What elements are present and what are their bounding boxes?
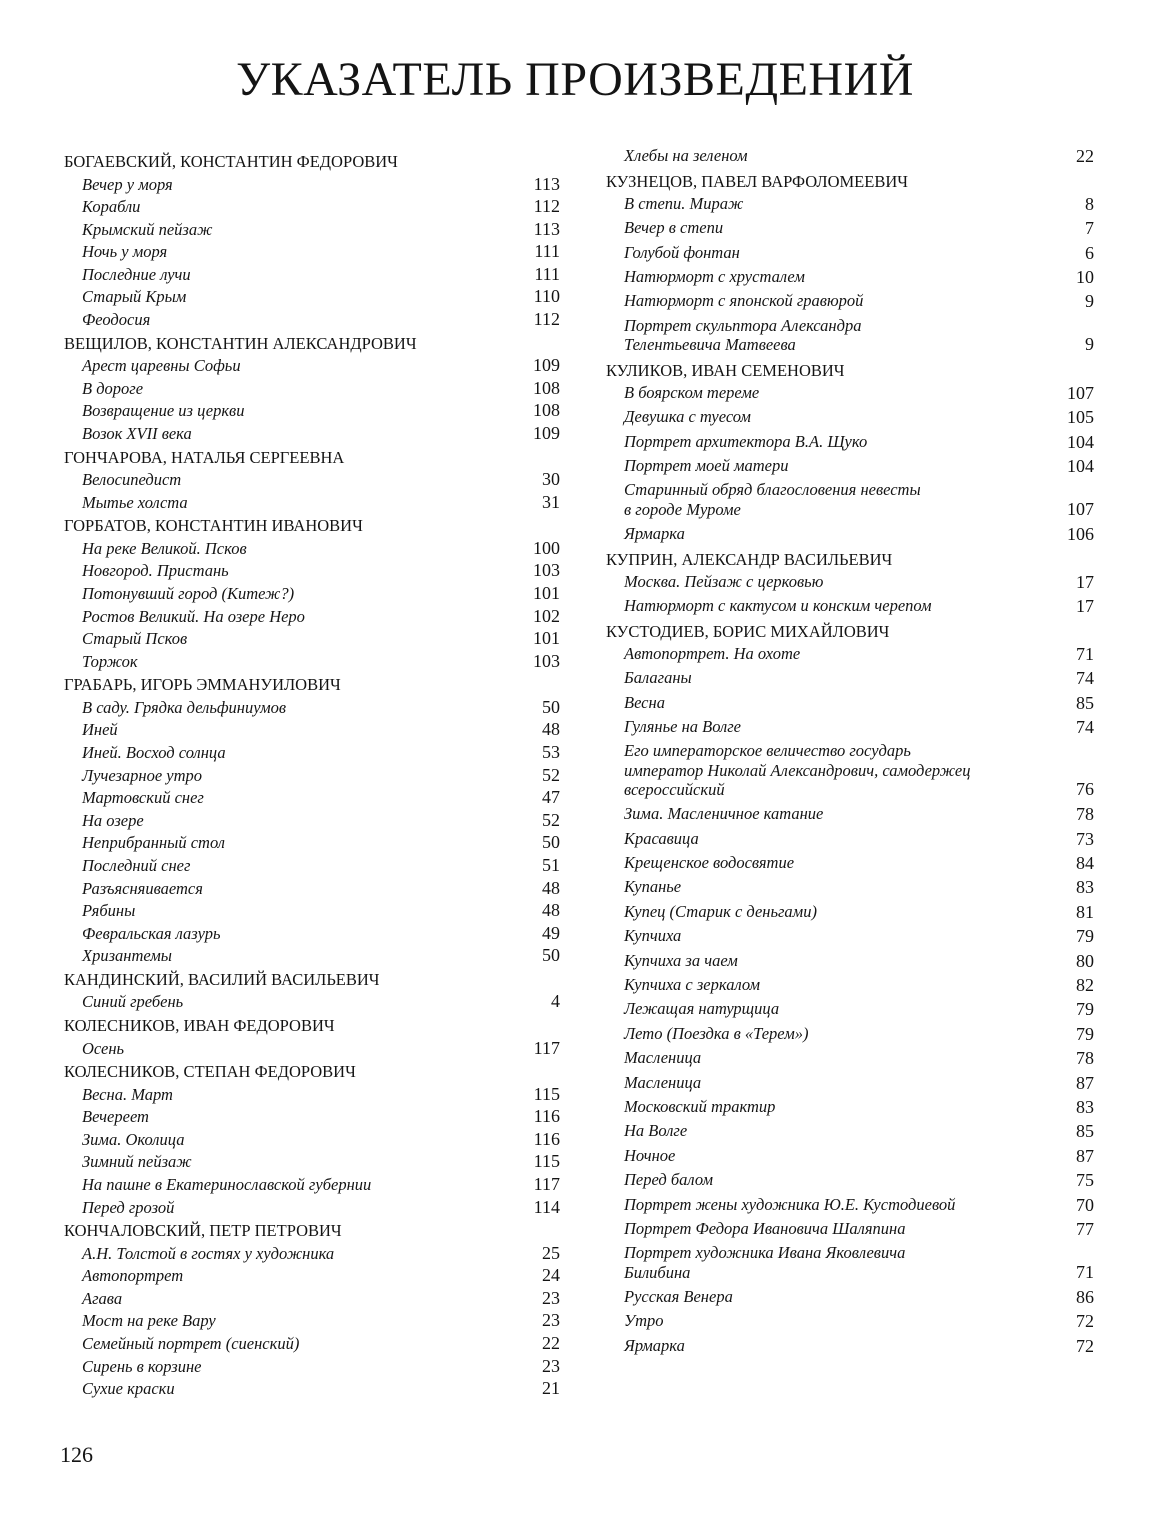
work-entry bbox=[64, 174, 560, 195]
work-entry bbox=[64, 900, 560, 921]
work-page-number: 109 bbox=[533, 355, 560, 376]
work-entry bbox=[606, 1287, 1094, 1307]
work-entry bbox=[606, 1048, 1094, 1068]
work-page-number: 73 bbox=[1076, 828, 1094, 849]
work-page-number: 74 bbox=[1076, 668, 1094, 689]
work-page-number: 108 bbox=[533, 400, 560, 421]
work-entry bbox=[606, 218, 1094, 238]
work-page-number: 77 bbox=[1076, 1218, 1094, 1239]
work-title: В боярском тереме bbox=[624, 382, 760, 402]
work-title: Голубой фонтан bbox=[624, 242, 740, 262]
work-title: Иней bbox=[82, 720, 118, 740]
work-title: Зима. Околица bbox=[82, 1129, 185, 1149]
work-page-number: 111 bbox=[534, 241, 560, 262]
work-entry bbox=[64, 697, 560, 718]
work-title: Лежащая натурщица bbox=[624, 999, 780, 1019]
work-title: Рябины bbox=[82, 901, 136, 921]
work-page-number: 8 bbox=[1085, 193, 1094, 214]
work-title: Купанье bbox=[624, 877, 682, 897]
work-page-number: 103 bbox=[533, 560, 560, 581]
work-title: Ярмарка bbox=[624, 1335, 685, 1355]
work-entry bbox=[64, 469, 560, 490]
work-title: Натюрморт с японской гравюрой bbox=[624, 291, 864, 311]
work-entry bbox=[64, 651, 560, 672]
work-page-number: 70 bbox=[1076, 1194, 1094, 1215]
work-entry bbox=[606, 1121, 1094, 1141]
work-page-number: 87 bbox=[1076, 1072, 1094, 1093]
work-title: Утро bbox=[624, 1311, 664, 1331]
work-title: Новгород. Пристань bbox=[82, 561, 229, 581]
work-entry bbox=[64, 628, 560, 649]
page-title: УКАЗАТЕЛЬ ПРОИЗВЕДЕНИЙ bbox=[236, 53, 914, 106]
work-entry bbox=[606, 1311, 1094, 1331]
artist-name: ГОНЧАРОВА, НАТАЛЬЯ СЕРГЕЕВНА bbox=[64, 447, 345, 467]
work-page-number: 109 bbox=[533, 422, 560, 443]
artist-name: КУЗНЕЦОВ, ПАВЕЛ ВАРФОЛОМЕЕВИЧ bbox=[606, 172, 908, 192]
work-entry bbox=[606, 572, 1094, 592]
work-page-number: 50 bbox=[542, 832, 560, 853]
work-page-number: 87 bbox=[1076, 1145, 1094, 1166]
work-title: Торжок bbox=[82, 651, 138, 671]
work-entry bbox=[606, 1219, 1094, 1239]
work-entry bbox=[64, 1129, 560, 1150]
work-title: В степи. Мираж bbox=[624, 193, 744, 213]
work-page-number: 117 bbox=[533, 1037, 560, 1058]
work-title: Балаганы bbox=[624, 668, 692, 688]
work-entry bbox=[606, 480, 1094, 519]
work-entry bbox=[606, 316, 1094, 355]
work-entry bbox=[64, 1356, 560, 1377]
page-number: 126 bbox=[60, 1442, 93, 1467]
work-page-number: 103 bbox=[533, 650, 560, 671]
work-title: Красавица bbox=[624, 828, 699, 848]
work-entry bbox=[606, 999, 1094, 1019]
index-column-left bbox=[64, 150, 560, 1401]
work-title: На пашне в Екатеринославской губернии bbox=[82, 1174, 372, 1194]
work-entry bbox=[606, 1073, 1094, 1093]
work-entry bbox=[64, 400, 560, 421]
work-title: Последний снег bbox=[82, 855, 191, 875]
work-entry bbox=[64, 241, 560, 262]
work-title: Купчиха bbox=[624, 926, 682, 946]
work-entry bbox=[64, 264, 560, 285]
work-page-number: 78 bbox=[1076, 1048, 1094, 1069]
work-title: Корабли bbox=[82, 197, 141, 217]
work-entry bbox=[606, 877, 1094, 897]
work-page-number: 50 bbox=[542, 696, 560, 717]
work-title: Неприбранный стол bbox=[82, 833, 225, 853]
work-title: Ночное bbox=[624, 1145, 676, 1165]
work-entry bbox=[64, 1288, 560, 1309]
work-page-number: 52 bbox=[542, 764, 560, 785]
work-entry bbox=[606, 1243, 1094, 1282]
work-page-number: 50 bbox=[542, 945, 560, 966]
work-entry bbox=[606, 243, 1094, 263]
work-page-number: 4 bbox=[551, 991, 560, 1012]
work-page-number: 106 bbox=[1067, 523, 1094, 544]
work-entry bbox=[606, 146, 1094, 166]
work-page-number: 9 bbox=[1085, 291, 1094, 312]
work-entry bbox=[606, 267, 1094, 287]
work-title: Портрет скульптора Александра Телентьевича Матвеева bbox=[624, 315, 862, 355]
work-title: Мартовский снег bbox=[82, 788, 204, 808]
work-entry bbox=[64, 1084, 560, 1105]
work-page-number: 80 bbox=[1076, 950, 1094, 971]
artist-name: БОГАЕВСКИЙ, КОНСТАНТИН ФЕДОРОВИЧ bbox=[64, 152, 398, 171]
work-title: Портрет жены художника Ю.Е. Кустодиевой bbox=[624, 1194, 956, 1214]
work-page-number: 100 bbox=[533, 537, 560, 558]
work-title: Разъясняивается bbox=[82, 878, 203, 898]
work-title: Лето (Поездка в «Терем») bbox=[624, 1023, 809, 1043]
work-title: Потонувший город (Китеж?) bbox=[82, 583, 295, 603]
work-page-number: 22 bbox=[1076, 146, 1094, 166]
work-title: Купчиха за чаем bbox=[624, 950, 738, 970]
work-entry bbox=[606, 853, 1094, 873]
work-page-number: 72 bbox=[1076, 1311, 1094, 1332]
work-title: Портрет моей матери bbox=[624, 455, 789, 475]
work-title: Гулянье на Волге bbox=[624, 717, 741, 737]
work-page-number: 79 bbox=[1076, 999, 1094, 1020]
work-entry bbox=[606, 291, 1094, 311]
work-title: Хризантемы bbox=[82, 946, 172, 966]
work-title: Перед грозой bbox=[82, 1197, 175, 1217]
work-page-number: 6 bbox=[1085, 242, 1094, 263]
work-entry bbox=[64, 492, 560, 513]
artist-name: КОЛЕСНИКОВ, ИВАН ФЕДОРОВИЧ bbox=[64, 1016, 335, 1035]
work-entry bbox=[64, 583, 560, 604]
work-entry bbox=[64, 787, 560, 808]
work-title: Автопортрет. На охоте bbox=[624, 643, 801, 663]
work-title: Портрет архитектора В.А. Щуко bbox=[624, 431, 868, 451]
work-page-number: 48 bbox=[542, 719, 560, 740]
work-title: На Волге bbox=[624, 1121, 688, 1141]
artist-name: КОНЧАЛОВСКИЙ, ПЕТР ПЕТРОВИЧ bbox=[64, 1221, 342, 1241]
work-title: Весна. Март bbox=[82, 1084, 173, 1104]
work-entry bbox=[606, 951, 1094, 971]
work-entry bbox=[64, 719, 560, 740]
work-entry bbox=[64, 810, 560, 831]
work-title: Русская Венера bbox=[624, 1286, 733, 1306]
work-title: Семейный портрет (сиенский) bbox=[82, 1334, 300, 1354]
work-page-number: 21 bbox=[542, 1378, 560, 1399]
work-entry bbox=[64, 606, 560, 627]
work-page-number: 51 bbox=[542, 854, 560, 875]
work-title: Перед балом bbox=[624, 1170, 713, 1190]
work-page-number: 115 bbox=[533, 1151, 560, 1172]
work-page-number: 23 bbox=[542, 1355, 560, 1376]
work-page-number: 25 bbox=[542, 1242, 560, 1263]
work-page-number: 79 bbox=[1076, 1023, 1094, 1044]
work-title: Старый Псков bbox=[82, 629, 188, 649]
work-entry bbox=[606, 407, 1094, 427]
work-entry bbox=[606, 456, 1094, 476]
work-page-number: 52 bbox=[542, 809, 560, 830]
artist-name: КУПРИН, АЛЕКСАНДР ВАСИЛЬЕВИЧ bbox=[606, 550, 893, 570]
work-page-number: 7 bbox=[1085, 218, 1094, 239]
work-page-number: 83 bbox=[1076, 1097, 1094, 1117]
work-title: Ярмарка bbox=[624, 523, 685, 543]
work-title: Ростов Великий. На озере Неро bbox=[82, 606, 305, 626]
work-page-number: 76 bbox=[1076, 779, 1094, 800]
work-title: Последние лучи bbox=[82, 264, 191, 284]
work-entry bbox=[606, 524, 1094, 544]
work-entry bbox=[64, 286, 560, 307]
work-entry bbox=[64, 196, 560, 217]
work-page-number: 101 bbox=[533, 628, 560, 649]
work-page-number: 101 bbox=[533, 582, 560, 603]
work-page-number: 86 bbox=[1076, 1286, 1094, 1307]
work-page-number: 114 bbox=[533, 1196, 560, 1217]
work-page-number: 75 bbox=[1076, 1170, 1094, 1191]
work-page-number: 24 bbox=[542, 1265, 560, 1286]
work-title: В саду. Грядка дельфиниумов bbox=[82, 697, 287, 717]
work-page-number: 30 bbox=[542, 469, 560, 490]
work-page-number: 116 bbox=[533, 1128, 560, 1149]
work-entry bbox=[64, 855, 560, 876]
work-entry bbox=[606, 1195, 1094, 1215]
work-entry bbox=[606, 1146, 1094, 1166]
work-page-number: 112 bbox=[533, 309, 560, 330]
artist-name: ВЕЩИЛОВ, КОНСТАНТИН АЛЕКСАНДРОВИЧ bbox=[64, 333, 417, 353]
work-page-number: 31 bbox=[542, 491, 560, 512]
work-entry bbox=[606, 741, 1094, 800]
work-page-number: 107 bbox=[1067, 498, 1094, 519]
work-entry bbox=[606, 1024, 1094, 1044]
work-entry bbox=[606, 975, 1094, 995]
work-page-number: 47 bbox=[542, 787, 560, 808]
work-entry bbox=[64, 1174, 560, 1195]
work-title: Велосипедист bbox=[82, 470, 182, 490]
work-page-number: 113 bbox=[533, 173, 560, 194]
work-title: Натюрморт с хрусталем bbox=[624, 267, 805, 287]
work-title: Вечер в степи bbox=[624, 218, 724, 238]
work-title: Его императорское величество государь император Николай Александрович, самодержец всероссийский bbox=[624, 741, 971, 800]
work-page-number: 23 bbox=[542, 1310, 560, 1331]
work-entry bbox=[606, 1336, 1094, 1356]
work-page-number: 48 bbox=[542, 900, 560, 921]
work-entry bbox=[606, 1097, 1094, 1117]
work-page-number: 9 bbox=[1085, 334, 1094, 355]
work-entry bbox=[64, 355, 560, 376]
work-title: Натюрморт с кактусом и конским черепом bbox=[624, 595, 932, 615]
work-title: Купчиха с зеркалом bbox=[624, 975, 760, 995]
work-entry bbox=[606, 432, 1094, 452]
work-entry bbox=[64, 1038, 560, 1059]
work-title: Возок XVII века bbox=[82, 423, 192, 443]
work-page-number: 117 bbox=[533, 1173, 560, 1194]
work-title: Москва. Пейзаж с церковью bbox=[624, 571, 824, 591]
work-entry bbox=[64, 1310, 560, 1331]
work-entry bbox=[606, 693, 1094, 713]
work-entry bbox=[606, 596, 1094, 616]
work-page-number: 108 bbox=[533, 377, 560, 398]
work-entry bbox=[606, 902, 1094, 922]
work-title: Портрет художника Ивана Яковлевича Билибина bbox=[624, 1243, 906, 1282]
artist-name: КОЛЕСНИКОВ, СТЕПАН ФЕДОРОВИЧ bbox=[64, 1062, 356, 1082]
work-title: Мост на реке Вару bbox=[82, 1311, 216, 1331]
work-entry bbox=[606, 383, 1094, 403]
work-title: Возвращение из церкви bbox=[82, 401, 245, 421]
artist-name: КУЛИКОВ, ИВАН СЕМЕНОВИЧ bbox=[606, 361, 845, 381]
work-entry bbox=[64, 1197, 560, 1218]
work-title: Хлебы на зеленом bbox=[624, 146, 748, 165]
work-title: Зима. Масленичное катание bbox=[624, 804, 824, 824]
work-page-number: 85 bbox=[1076, 1121, 1094, 1142]
work-page-number: 84 bbox=[1076, 853, 1094, 874]
work-page-number: 53 bbox=[542, 741, 560, 762]
work-title: Февральская лазурь bbox=[82, 923, 221, 943]
work-entry bbox=[606, 194, 1094, 214]
work-entry bbox=[64, 1106, 560, 1127]
work-entry bbox=[64, 765, 560, 786]
work-title: Масленица bbox=[624, 1072, 702, 1092]
work-title: Автопортрет bbox=[82, 1266, 184, 1286]
work-title: Московский трактир bbox=[624, 1097, 776, 1116]
work-title: А.Н. Толстой в гостях у художника bbox=[82, 1243, 335, 1263]
work-title: Синий гребень bbox=[82, 992, 184, 1012]
work-title: Портрет Федора Ивановича Шаляпина bbox=[624, 1218, 906, 1238]
work-entry bbox=[64, 1378, 560, 1399]
work-page-number: 110 bbox=[533, 286, 560, 307]
work-page-number: 17 bbox=[1076, 595, 1094, 616]
work-entry bbox=[606, 1170, 1094, 1190]
work-title: Лучезарное утро bbox=[82, 765, 203, 785]
work-title: Сирень в корзине bbox=[82, 1356, 202, 1376]
work-entry bbox=[64, 538, 560, 559]
work-page-number: 10 bbox=[1076, 267, 1094, 288]
work-title: Купец (Старик с деньгами) bbox=[624, 901, 817, 921]
work-title: Девушка с туесом bbox=[624, 407, 751, 427]
work-entry bbox=[606, 717, 1094, 737]
work-entry bbox=[606, 644, 1094, 664]
work-page-number: 72 bbox=[1076, 1335, 1094, 1356]
work-page-number: 74 bbox=[1076, 717, 1094, 738]
work-title: На реке Великой. Псков bbox=[82, 538, 247, 558]
work-page-number: 107 bbox=[1067, 382, 1094, 403]
work-page-number: 104 bbox=[1067, 431, 1094, 452]
work-page-number: 78 bbox=[1076, 804, 1094, 825]
work-page-number: 79 bbox=[1076, 926, 1094, 947]
work-title: Зимний пейзаж bbox=[82, 1152, 192, 1172]
work-entry bbox=[64, 1333, 560, 1354]
work-title: Масленица bbox=[624, 1048, 702, 1068]
work-entry bbox=[64, 219, 560, 240]
index-list bbox=[64, 150, 560, 1399]
work-title: Крымский пейзаж bbox=[82, 219, 213, 239]
work-page-number: 17 bbox=[1076, 571, 1094, 592]
work-title: Весна bbox=[624, 692, 665, 712]
work-title: Иней. Восход солнца bbox=[82, 742, 226, 762]
work-page-number: 104 bbox=[1067, 455, 1094, 476]
work-title: Ночь у моря bbox=[82, 242, 168, 262]
work-title: Старинный обряд благословения невесты в городе Муроме bbox=[624, 480, 921, 519]
work-entry bbox=[606, 926, 1094, 946]
work-entry bbox=[64, 309, 560, 330]
artist-name: КУСТОДИЕВ, БОРИС МИХАЙЛОВИЧ bbox=[606, 622, 890, 642]
work-title: Сухие краски bbox=[82, 1379, 175, 1399]
artist-name: ГОРБАТОВ, КОНСТАНТИН ИВАНОВИЧ bbox=[64, 516, 363, 536]
index-column-right bbox=[606, 146, 1094, 1360]
work-entry bbox=[64, 1151, 560, 1172]
work-entry bbox=[606, 668, 1094, 688]
work-page-number: 71 bbox=[1076, 643, 1094, 664]
work-page-number: 113 bbox=[533, 218, 560, 239]
index-list bbox=[606, 146, 1094, 1356]
work-entry bbox=[64, 423, 560, 444]
work-entry bbox=[64, 923, 560, 944]
work-page-number: 81 bbox=[1076, 901, 1094, 922]
work-title: Крещенское водосвятие bbox=[624, 853, 795, 873]
work-page-number: 22 bbox=[542, 1333, 560, 1354]
work-page-number: 105 bbox=[1067, 407, 1094, 428]
work-entry bbox=[64, 991, 560, 1012]
work-entry bbox=[64, 945, 560, 966]
work-page-number: 82 bbox=[1076, 975, 1094, 996]
work-entry bbox=[64, 878, 560, 899]
work-page-number: 23 bbox=[542, 1287, 560, 1308]
work-page-number: 116 bbox=[533, 1106, 560, 1127]
work-title: Агава bbox=[82, 1288, 123, 1308]
work-entry bbox=[64, 560, 560, 581]
work-entry bbox=[64, 1265, 560, 1286]
work-title: Вечер у моря bbox=[82, 174, 173, 194]
work-page-number: 49 bbox=[542, 922, 560, 943]
work-title: Арест царевны Софьи bbox=[82, 356, 241, 376]
work-page-number: 115 bbox=[533, 1083, 560, 1104]
work-entry bbox=[64, 1243, 560, 1264]
work-entry bbox=[606, 804, 1094, 824]
work-page-number: 83 bbox=[1076, 877, 1094, 898]
work-title: Вечереет bbox=[82, 1107, 149, 1127]
work-title: На озере bbox=[82, 810, 144, 830]
work-page-number: 102 bbox=[533, 605, 560, 626]
work-entry bbox=[64, 742, 560, 763]
work-title: Осень bbox=[82, 1038, 125, 1058]
work-page-number: 71 bbox=[1076, 1261, 1094, 1282]
work-title: Мытье холста bbox=[82, 492, 188, 512]
work-title: Феодосия bbox=[82, 310, 151, 330]
work-page-number: 48 bbox=[542, 877, 560, 898]
work-entry bbox=[606, 829, 1094, 849]
work-title: В дороге bbox=[82, 378, 144, 398]
work-page-number: 85 bbox=[1076, 692, 1094, 713]
artist-name: КАНДИНСКИЙ, ВАСИЛИЙ ВАСИЛЬЕВИЧ bbox=[64, 969, 380, 989]
artist-name: ГРАБАРЬ, ИГОРЬ ЭММАНУИЛОВИЧ bbox=[64, 675, 341, 695]
work-page-number: 112 bbox=[533, 196, 560, 217]
work-entry bbox=[64, 832, 560, 853]
work-title: Старый Крым bbox=[82, 287, 187, 307]
work-entry bbox=[64, 378, 560, 399]
work-page-number: 111 bbox=[534, 263, 560, 284]
